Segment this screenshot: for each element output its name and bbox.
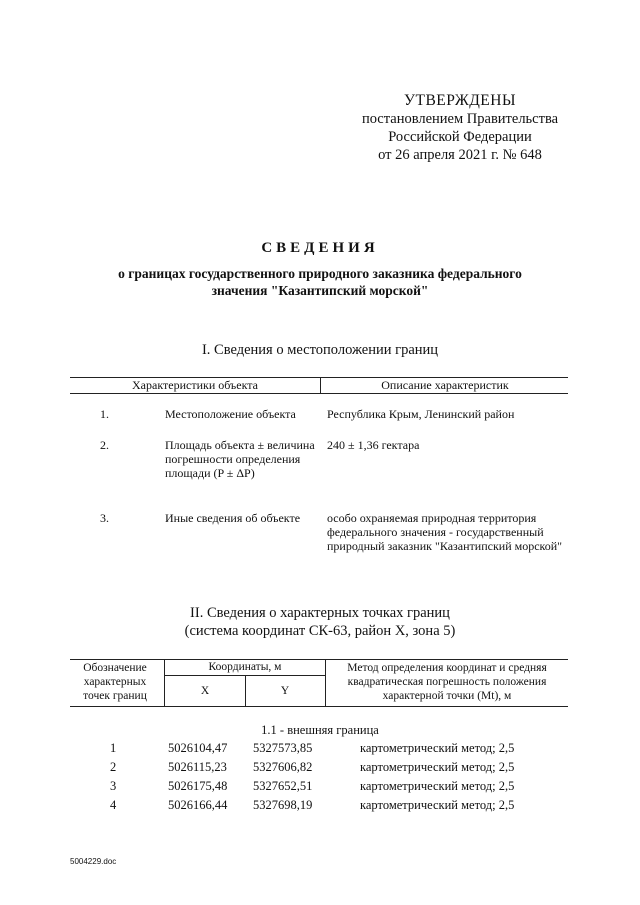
document-subtitle [60,265,580,299]
point-row [70,740,568,756]
point-y: 5327573,85 [253,741,313,755]
row-name: Местоположение объекта [165,407,296,421]
subtitle-line-1: о границах государственного природного заказника федерального [118,266,522,281]
subtitle-line-2: значения "Казантипский морской" [211,283,429,298]
outer-boundary-subheading: 1.1 - внешняя граница [261,723,379,737]
document-title: СВЕДЕНИЯ [261,240,379,256]
row-name: Иные сведения об объекте [165,511,301,525]
row-description: 240 ± 1,36 гектара [327,438,420,452]
section-1-heading: I. Сведения о местоположении границ [201,342,439,358]
point-method: картометрический метод; 2,5 [360,798,515,812]
approval-line-3: от 26 апреля 2021 г. № 648 [378,147,542,163]
table-2-col-designation: Обозначение характерных точек границ [83,662,147,702]
point-number: 4 [110,798,117,812]
coordinates-header: Координаты, м [165,660,325,676]
point-method: картометрический метод; 2,5 [360,760,515,774]
table-1-col-characteristics: Характеристики объекта [132,378,258,392]
section-2-heading-line-2: (система координат СК-63, район X, зона 5) [184,623,456,639]
table-1-header [70,377,568,394]
coordinate-y-header: Y [280,685,290,697]
point-number: 1 [110,741,117,755]
point-method: картометрический метод; 2,5 [360,779,515,793]
point-number: 3 [110,779,117,793]
point-x: 5026104,47 [168,741,228,755]
point-x: 5026175,48 [168,779,228,793]
point-x: 5026115,23 [168,760,227,774]
point-number: 2 [110,760,117,774]
point-x: 5026166,44 [168,798,228,812]
approval-heading: УТВЕРЖДЕНЫ [404,92,516,109]
approval-block [340,92,580,164]
file-name-footer: 5004229.doc [70,857,117,866]
point-y: 5327698,19 [253,798,313,812]
point-y: 5327606,82 [253,760,313,774]
row-number: 3. [100,511,109,525]
section-2-heading [0,604,640,640]
point-method: картометрический метод; 2,5 [360,741,515,755]
section-2-heading-line-1: II. Сведения о характерных точках границ [190,605,450,621]
table-1-col-description: Описание характеристик [320,378,569,393]
table-2-col-coordinates [164,660,326,706]
table-2-header [70,659,568,707]
row-number: 1. [100,407,109,421]
row-number: 2. [100,438,109,452]
point-row [70,778,568,794]
approval-line-2: Российской Федерации [388,129,532,145]
coordinate-x-header: X [165,676,246,706]
approval-line-1: постановлением Правительства [361,111,559,127]
point-row [70,797,568,813]
point-row [70,759,568,775]
row-name: Площадь объекта ± величина погрешности определения площади (P ± ΔP) [165,438,315,480]
row-description: особо охраняемая природная территория федерального значения - государственный природный заказник "Казантипский морской" [327,511,563,553]
point-y: 5327652,51 [253,779,313,793]
row-description: Республика Крым, Ленинский район [327,407,515,421]
table-2-col-method: Метод определения координат и средняя квадратическая погрешность положения характерной точки (Mt), м [347,662,547,702]
